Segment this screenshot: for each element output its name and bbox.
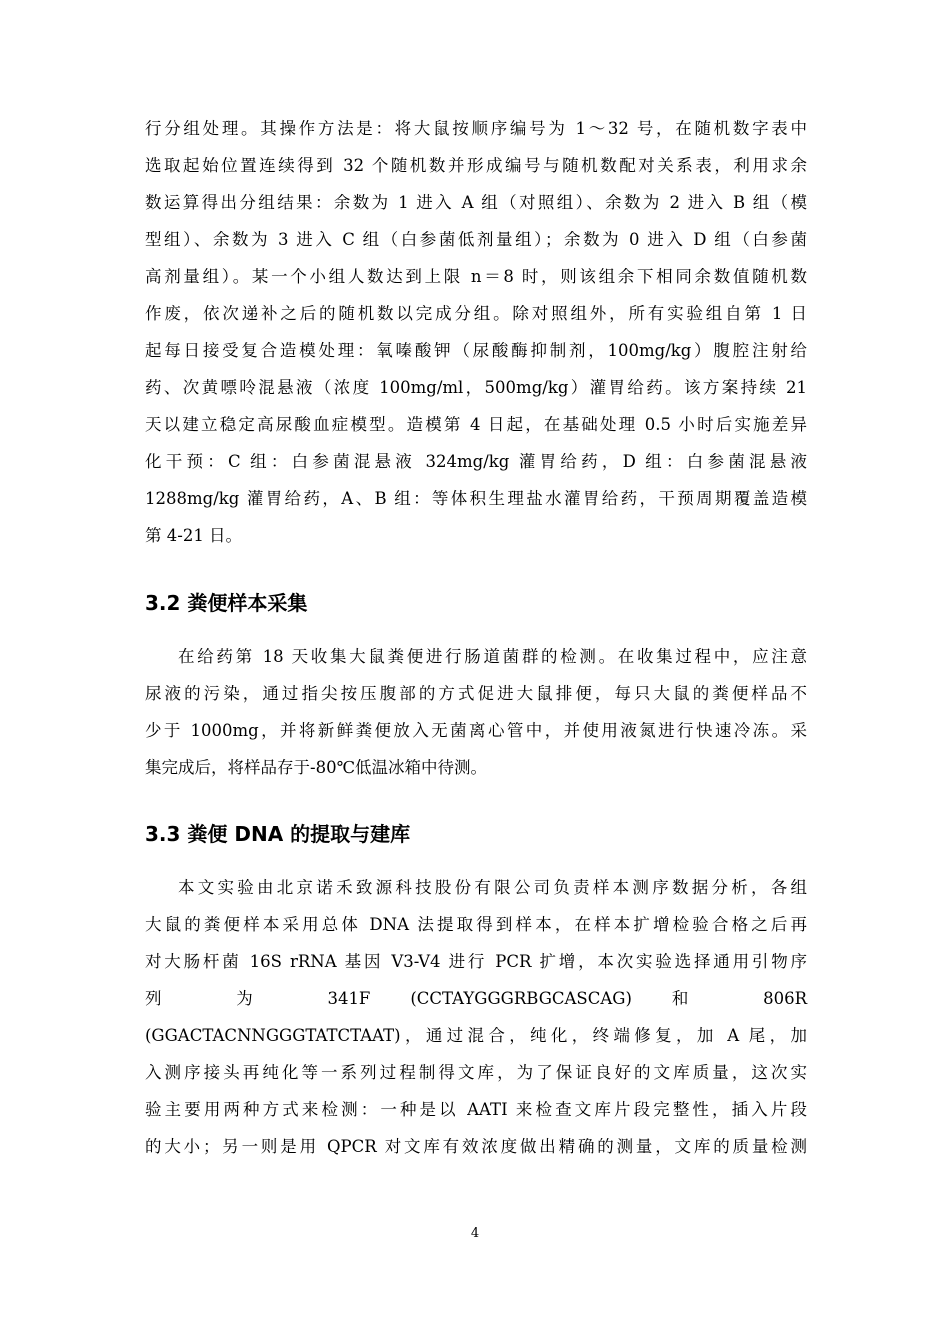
text-line: 尿液的污染，通过指尖按压腹部的方式促进大鼠排便，每只大鼠的粪便样品不 [145,684,807,703]
text-line: 列 为 341F (CCTAYGGGRBGCASCAG) 和 806R [145,989,807,1008]
text-line: 行分组处理。其操作方法是：将大鼠按顺序编号为 1～32 号，在随机数字表中 [145,119,807,138]
text-line: 型组）、余数为 3 进入 C 组（白参菌低剂量组）；余数为 0 进入 D 组（白参菌 [145,230,807,249]
section-heading-3-3: 3.3 粪便 DNA 的提取与建库 [145,822,411,846]
page-number: 4 [470,1226,480,1241]
text-line: 药、次黄嘌呤混悬液（浓度 100mg/ml，500mg/kg）灌胃给药。该方案持续 21 [145,378,807,397]
text-line: 第 4-21 日。 [145,526,243,545]
text-line: 验主要用两种方式来检测：一种是以 AATI 来检查文库片段完整性，插入片段 [145,1100,807,1119]
paragraph-grouping-method [145,110,807,554]
text-line: 高剂量组）。某一个小组人数达到上限 n＝8 时，则该组余下相同余数值随机数 [145,267,807,286]
text-line: 选取起始位置连续得到 32 个随机数并形成编号与随机数配对关系表，利用求余 [145,156,807,175]
text-line: 天以建立稳定高尿酸血症模型。造模第 4 日起，在基础处理 0.5 小时后实施差异 [145,415,807,434]
text-line: 少于 1000mg，并将新鲜粪便放入无菌离心管中，并使用液氮进行快速冷冻。采 [145,721,807,740]
text-line: 本文实验由北京诺禾致源科技股份有限公司负责样本测序数据分析，各组 [178,878,807,897]
text-line: 大鼠的粪便样本采用总体 DNA 法提取得到样本，在样本扩增检验合格之后再 [145,915,807,934]
text-line: 起每日接受复合造模处理：氧嗪酸钾（尿酸酶抑制剂，100mg/kg）腹腔注射给 [145,341,807,360]
text-line: 入测序接头再纯化等一系列过程制得文库，为了保证良好的文库质量，这次实 [145,1063,807,1082]
text-line: 的大小；另一则是用 QPCR 对文库有效浓度做出精确的测量，文库的质量检测 [145,1137,807,1156]
paragraph-fecal-collection [145,638,807,786]
paragraph-dna-extraction [145,869,807,1165]
text-line: 对大肠杆菌 16S rRNA 基因 V3-V4 进行 PCR 扩增，本次实验选择通用引物序 [145,952,807,971]
body-text [145,110,807,1165]
text-line: 集完成后，将样品存于-80℃低温冰箱中待测。 [145,758,488,777]
text-line: 作废，依次递补之后的随机数以完成分组。除对照组外，所有实验组自第 1 日 [145,304,807,323]
section-heading-3-2: 3.2 粪便样本采集 [145,591,308,615]
text-line: 1288mg/kg 灌胃给药，A、B 组：等体积生理盐水灌胃给药，干预周期覆盖造模 [145,489,807,508]
text-line: 化干预：C 组：白参菌混悬液 324mg/kg 灌胃给药，D 组：白参菌混悬液 [145,452,807,471]
text-line: (GGACTACNNGGGTATCTAAT)，通过混合，纯化，终端修复，加 A 尾，加 [145,1026,807,1045]
text-line: 数运算得出分组结果：余数为 1 进入 A 组（对照组）、余数为 2 进入 B 组（模 [145,193,807,212]
text-line: 在给药第 18 天收集大鼠粪便进行肠道菌群的检测。在收集过程中，应注意 [178,647,807,666]
